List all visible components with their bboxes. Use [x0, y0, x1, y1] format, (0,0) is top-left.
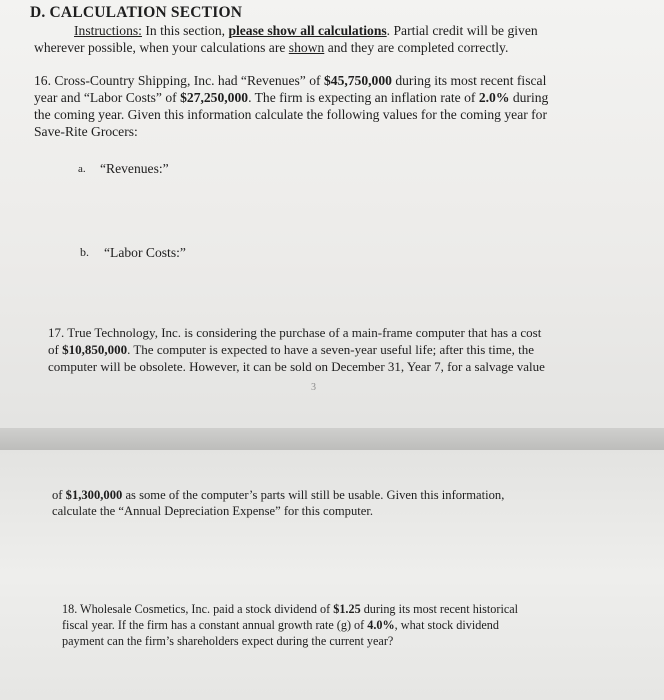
q17-line-3: computer will be obsolete. However, it can be sold on December 31, Year 7, for a salvage value [48, 359, 545, 374]
q16-line-2: year and “Labor Costs” of $27,250,000. The firm is expecting an inflation rate of 2.0% during [34, 90, 549, 105]
q17-line-5: calculate the “Annual Depreciation Expense” for this computer. [52, 504, 374, 518]
page-divider [0, 428, 664, 450]
q16-part-b-label: “Labor Costs:” [104, 245, 186, 260]
q16-line-4: Save-Rite Grocers: [34, 124, 138, 139]
q16-part-a-label: “Revenues:” [100, 161, 169, 176]
q16-part-a-letter: a. [78, 163, 86, 175]
q18-line-2: fiscal year. If the firm has a constant annual growth rate (g) of 4.0%, what stock dividend [62, 618, 499, 632]
q18-line-3: payment can the firm’s shareholders expect during the current year? [62, 634, 394, 648]
instructions-label: Instructions: [74, 23, 142, 38]
q17-line-1: 17. True Technology, Inc. is considering the purchase of a main-frame computer that has a cost [48, 325, 542, 340]
q16-line-1: 16. Cross-Country Shipping, Inc. had “Revenues” of $45,750,000 during its most recent fiscal [34, 73, 547, 88]
q16-part-b-letter: b. [80, 245, 89, 259]
instructions-line-2: wherever possible, when your calculations are shown and they are completed correctly. [34, 40, 509, 55]
show-calculations-emphasis: please show all calculations [228, 23, 387, 38]
page-number: 3 [311, 382, 316, 393]
q18-line-1: 18. Wholesale Cosmetics, Inc. paid a stock dividend of $1.25 during its most recent historical [62, 602, 519, 616]
q16-line-3: the coming year. Given this information calculate the following values for the coming year for [34, 107, 548, 122]
instructions-line-1: Instructions: In this section, please show all calculations. Partial credit will be given [74, 23, 538, 38]
q17-line-2: of $10,850,000. The computer is expected to have a seven-year useful life; after this time, the [48, 342, 535, 357]
q17-line-4: of $1,300,000 as some of the computer’s parts will still be usable. Given this information, [52, 488, 505, 502]
section-title: D. CALCULATION SECTION [30, 4, 243, 21]
